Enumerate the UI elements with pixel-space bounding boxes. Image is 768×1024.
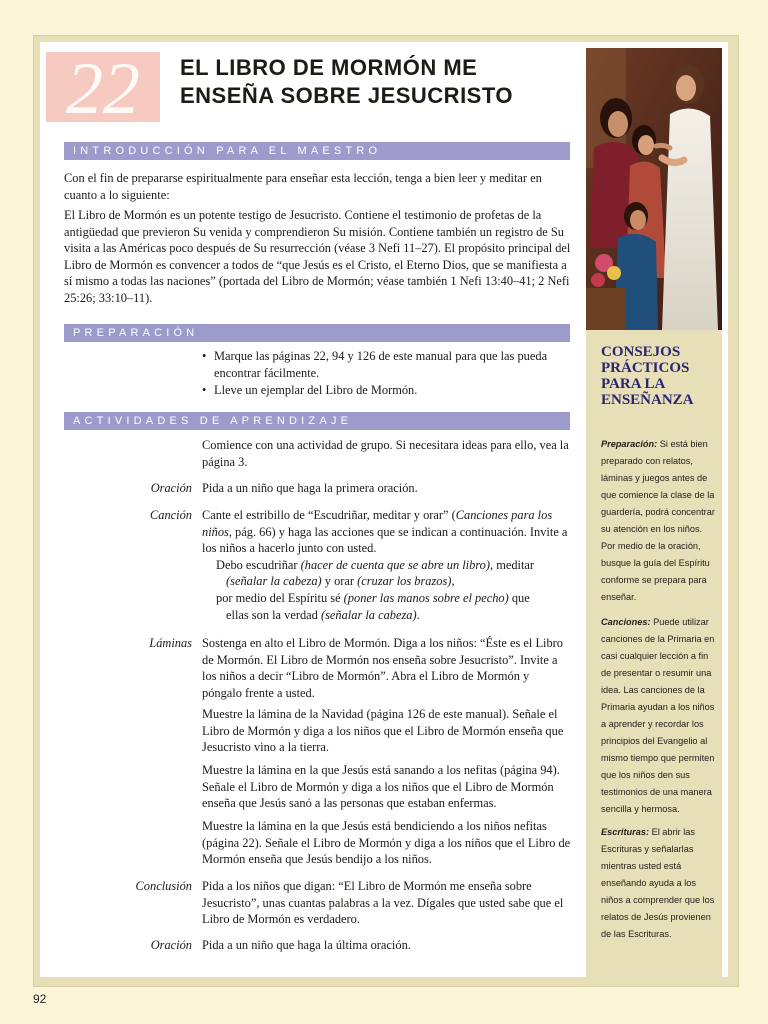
activities-section-header: ACTIVIDADES DE APRENDIZAJE [64, 412, 570, 430]
preparation-list [200, 348, 570, 400]
teaching-tips-sidebar [586, 330, 722, 977]
lesson-title-line2: ENSEÑA SOBRE JESUCRISTO [180, 83, 514, 108]
laminas-label: Láminas [149, 636, 192, 650]
teaching-tips-heading: CONSEJOS PRÁCTICOS PARA LA ENSEÑANZA [601, 344, 694, 408]
song-line: (señalar la cabeza) y orar (cruzar los brazos), [226, 574, 455, 589]
lesson-number: 22 [66, 48, 140, 130]
oracion-final-text: Pida a un niño que haga la última oración. [202, 938, 411, 952]
intro-paragraph-2: El Libro de Mormón es un potente testigo de Jesucristo. Contiene el testimonio de profetas de la antigüedad que previeron Su venida y comprendieron Su misión. Contiene también un registro de Su visita a las Américas poco después de Su resurrección (véase 3 Nefi 11–27). El propósito principal del Libro de Mormón es convencer a todos de “que Jesús es el Cristo, el Eterno Dios, que se manifiesta a sí mismo a todas las naciones” (portada del Libro de Mormón; véase también 1 Nefi 13:40–41; 2 Nefi 25:26; 33:10–11). [64, 208, 571, 305]
lesson-title-line1: EL LIBRO DE MORMÓN ME [180, 55, 478, 80]
tip-escrituras: Escrituras: El abrir las Escrituras y señalarlas mientras usted está enseñando ayuda a los niños a comprender que los relatos de Jesús provienen de las Escrituras. [601, 827, 715, 939]
conclusion-text: Pida a los niños que digan: “El Libro de Mormón me enseña sobre Jesucristo”, unas cuantas palabras a la vez. Dígales que usted sabe que el Libro de Mormón es verdadero. [202, 879, 564, 927]
oracion-final-label: Oración [150, 938, 192, 952]
jesus-with-children-painting [586, 48, 722, 330]
cancion-block [202, 507, 572, 623]
page-number: 92 [33, 992, 47, 1006]
cancion-label: Canción [150, 508, 192, 522]
lesson-title [180, 54, 570, 110]
laminas-paragraph-3: Muestre la lámina en la que Jesús está sanando a los nefitas (página 94). Señale el Libro de Mormón y diga a los niños que el Libro de Mormón enseña que Jesús sanó a las personas que estaban enfermas. [202, 763, 560, 811]
activities-intro: Comience con una actividad de grupo. Si necesitara ideas para ello, vea la página 3. [202, 438, 569, 469]
song-line: ellas son la verdad (señalar la cabeza). [226, 607, 420, 622]
preparation-item: • Marque las páginas 22, 94 y 126 de este manual para que las pueda encontrar fácilmente. [200, 348, 570, 381]
cancion-text: Cante el estribillo de “Escudriñar, meditar y orar” (Canciones para los niños, pág. 66) y haga las acciones que se indican a continuación. Invite a los niños a hacerlo junto con usted. [202, 508, 568, 556]
preparation-section-header: PREPARACIÓN [64, 324, 570, 342]
song-lyrics [202, 557, 572, 623]
intro-section-header: INTRODUCCIÓN PARA EL MAESTRO [64, 142, 570, 160]
lesson-page [40, 42, 728, 977]
song-line: Debo escudriñar (hacer de cuenta que se abre un libro), meditar [216, 557, 535, 572]
laminas-paragraph-2: Muestre la lámina de la Navidad (página 126 de este manual). Señale el Libro de Mormón y diga a los niños que el Libro de Mormón enseña que Jesucristo vino a la tierra. [202, 707, 564, 755]
laminas-paragraph-4: Muestre la lámina en la que Jesús está bendiciendo a los niños nefitas (página 22). Señale el Libro de Mormón y diga a los niños que el Libro de Mormón enseña que Jesús bendijo a los niños. [202, 819, 571, 867]
lesson-number-block [46, 48, 160, 130]
intro-paragraph-1: Con el fin de prepararse espiritualmente para enseñar esta lección, tenga a bien leer y meditar en cuanto a lo siguiente: [64, 171, 542, 202]
preparation-item: • Lleve un ejemplar del Libro de Mormón. [200, 382, 570, 399]
tip-preparacion: Preparación: Si está bien preparado con relatos, láminas y juegos antes de que comience la clase de la guardería, podrá concentrar su atención en los niños. Por medio de la oración, busque la guía del Espíritu conforme se prepara para enseñar. [601, 439, 715, 602]
tip-canciones: Canciones: Puede utilizar canciones de la Primaria en casi cualquier lección a fin de presentar o resumir una idea. Las canciones de la Primaria ayudan a los niños a aprender y recordar los principios del Evangelio al mismo tiempo que permiten que los niños den sus testimonios de una manera sencilla y hermosa. [601, 617, 715, 814]
painting-image [586, 48, 722, 330]
oracion-text: Pida a un niño que haga la primera oración. [202, 481, 418, 495]
song-line: por medio del Espíritu sé (poner las manos sobre el pecho) que [216, 590, 530, 605]
laminas-paragraph-1: Sostenga en alto el Libro de Mormón. Diga a los niños: “Éste es el Libro de Mormón. El Libro de Mormón nos enseña sobre Jesucristo”. Invite a los niños a decir “Libro de Mormón”. Abra el Libro de Mormón y póngalo frente a usted. [202, 636, 563, 700]
conclusion-label: Conclusión [135, 879, 192, 893]
oracion-label: Oración [150, 481, 192, 495]
